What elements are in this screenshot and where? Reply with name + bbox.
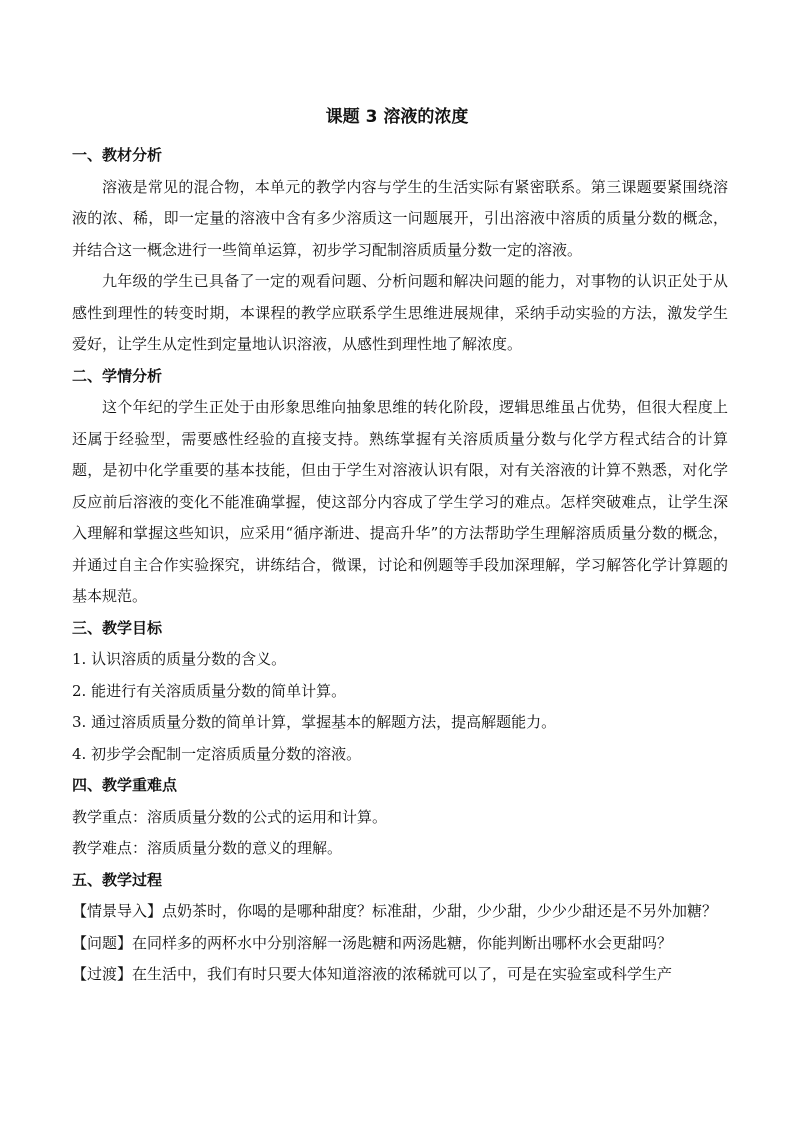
section-heading: 五、教学过程 bbox=[72, 870, 163, 889]
section-teaching-process bbox=[72, 865, 728, 991]
list-item: 【过渡】在生活中，我们有时只要大体知道溶液的浓稀就可以了，可是在实验室或科学生产 bbox=[72, 965, 673, 983]
document-title: 课题 3 溶液的浓度 bbox=[325, 107, 469, 127]
list-item: 4. 初步学会配制一定溶质质量分数的溶液。 bbox=[72, 744, 362, 763]
paragraph: 这个年纪的学生正处于由形象思维向抽象思维的转化阶段，逻辑思维虽占优势，但很大程度上还属于经验型，需要感性经验的直接支持。熟练掌握有关溶质质量分数与化学方程式结合的计算题，是初中化学重要的基本技能，但由于学生对溶液认识有限，对有关溶液的计算不熟悉，对化学反应前后溶液的变化不能准确掌握，使这部分内容成了学生学习的难点。怎样突破难点，让学生深入理解和掌握这些知识，应采用“循序渐进、提高升华”的方法帮助学生理解溶质质量分数的概念，并通过自主合作实验探究，讲练结合，微课，讨论和例题等手段加深理解，学习解答化学计算题的基本规范。 bbox=[72, 398, 728, 605]
section-teaching-goals bbox=[72, 613, 728, 771]
list-item: 教学难点：溶质质量分数的意义的理解。 bbox=[72, 839, 343, 857]
section-student-analysis bbox=[72, 361, 728, 613]
list-item: 3. 通过溶质质量分数的简单计算，掌握基本的解题方法，提高解题能力。 bbox=[72, 713, 557, 731]
section-key-points bbox=[72, 770, 728, 865]
list-item: 2. 能进行有关溶质质量分数的简单计算。 bbox=[72, 681, 347, 700]
section-heading: 四、教学重难点 bbox=[72, 776, 178, 794]
list-item: 【问题】在同样多的两杯水中分别溶解一汤匙糖和两汤匙糖，你能判断出哪杯水会更甜吗？ bbox=[72, 933, 673, 952]
list-item: 1. 认识溶质的质量分数的含义。 bbox=[72, 650, 287, 668]
document-body bbox=[72, 140, 728, 991]
section-heading: 一、教材分析 bbox=[72, 146, 163, 164]
paragraph: 溶液是常见的混合物，本单元的教学内容与学生的生活实际有紧密联系。第三课题要紧围绕溶液的浓、稀，即一定量的溶液中含有多少溶质这一问题展开，引出溶液中溶质的质量分数的概念，并结合这一概念进行一些简单运算，初步学习配制溶质质量分数一定的溶液。 bbox=[72, 177, 728, 259]
list-item: 教学重点：溶质质量分数的公式的运用和计算。 bbox=[72, 807, 388, 826]
list-item: 【情景导入】点奶茶时，你喝的是哪种甜度？标准甜，少甜，少少甜，少少少甜还是不另外加糖？ bbox=[72, 902, 718, 920]
section-heading: 三、教学目标 bbox=[72, 618, 163, 637]
paragraph: 九年级的学生已具备了一定的观看问题、分析问题和解决问题的能力，对事物的认识正处于从感性到理性的转变时期，本课程的教学应联系学生思维进展规律，采纳手动实验的方法，激发学生爱好，让学生从定性到定量地认识溶液，从感性到理性地了解浓度。 bbox=[72, 272, 728, 353]
section-heading: 二、学情分析 bbox=[72, 366, 163, 385]
section-textbook-analysis bbox=[72, 140, 728, 361]
